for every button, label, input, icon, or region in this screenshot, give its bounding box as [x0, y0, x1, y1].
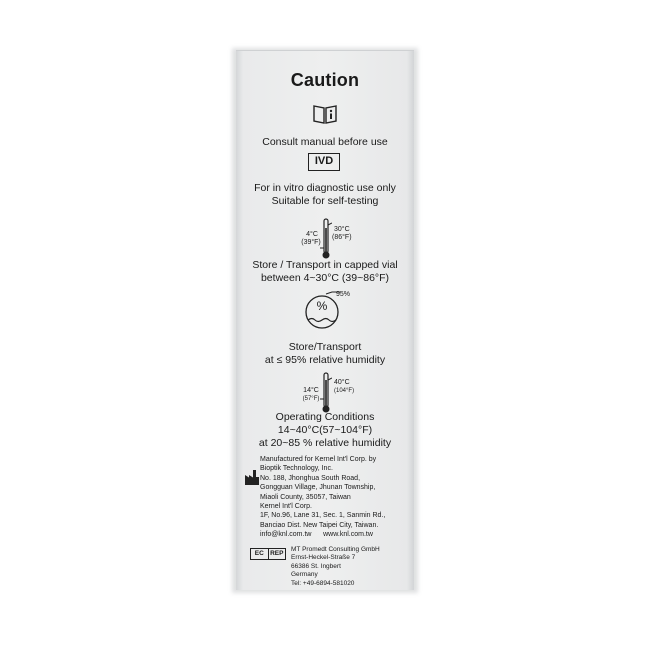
manufacturer-line: Bioptik Technology, Inc.	[260, 465, 333, 473]
manufacturer-line: 1F, No.96, Lane 31, Sec. 1, Sanmin Rd.,	[260, 512, 386, 520]
manual-label: Consult manual before use	[262, 136, 388, 148]
representative-line: Germany	[291, 571, 318, 579]
eu-representative-block	[291, 546, 411, 588]
storage-temp-line-1: Store / Transport in capped vial	[252, 259, 398, 271]
ec-label: EC	[251, 549, 269, 559]
manufacturer-line: Kernel Int'l Corp.	[260, 503, 312, 511]
operating-line-3: at 20~85 % relative humidity	[258, 437, 392, 449]
manufacturer-line: Banciao Dist. New Taipei City, Taiwan.	[260, 521, 379, 529]
operating-thermometer-icon	[320, 372, 332, 414]
ec-rep-badge	[250, 548, 286, 560]
storage-temp-high: 30°C	[334, 226, 350, 233]
box-top-edge	[236, 50, 414, 51]
consult-manual-icon	[312, 103, 338, 125]
manufacturer-line: Manufactured for Kernel Int'l Corp. by	[260, 456, 377, 463]
ivd-line-1: For in vitro diagnostic use only	[254, 182, 396, 194]
manufacturer-block	[260, 455, 412, 540]
operating-line-1: Operating Conditions	[275, 411, 375, 423]
representative-line: Ernst-Heckel-Straße 7	[291, 554, 356, 562]
operating-temp-low: 14°C	[303, 387, 319, 394]
representative-line: MT Promedt Consulting GmbH	[291, 546, 380, 553]
storage-temp-low: 4°C	[306, 231, 318, 238]
manufacturer-factory-icon	[244, 468, 260, 486]
ivd-line-2: Suitable for self-testing	[271, 195, 379, 207]
product-box-side-panel	[236, 50, 414, 590]
manufacturer-line: No. 188, Jhonghua South Road,	[260, 474, 361, 482]
humidity-limit: 95%	[336, 291, 351, 298]
operating-line-2: 14~40°C(57~104°F)	[277, 424, 373, 436]
operating-temp-low-f: (57°F)	[302, 396, 320, 402]
rep-label: REP	[270, 550, 284, 557]
storage-temp-high-f: (86°F)	[332, 234, 352, 241]
manufacturer-contact: info@knl.com.tw www.knl.com.tw	[260, 531, 373, 539]
representative-line: Tel: +49-6894-581020	[291, 579, 355, 587]
storage-temp-line-2: between 4~30°C (39~86°F)	[260, 272, 390, 284]
humidity-line-2: at ≤ 95% relative humidity	[264, 354, 386, 366]
manufacturer-line: Gongguan Village, Jhunan Township,	[260, 484, 376, 492]
ivd-badge: IVD	[308, 153, 340, 171]
operating-temp-high: 40°C	[334, 379, 350, 386]
manufacturer-line: Miaoli County, 35057, Taiwan	[260, 493, 351, 501]
caution-title: Caution	[290, 70, 360, 90]
humidity-percent-mark: %	[316, 299, 328, 313]
humidity-line-1: Store/Transport	[288, 341, 362, 353]
representative-line: 66386 St. Ingbert	[291, 562, 341, 570]
operating-temp-high-f: (104°F)	[334, 388, 355, 394]
storage-temp-low-f: (39°F)	[301, 239, 321, 246]
